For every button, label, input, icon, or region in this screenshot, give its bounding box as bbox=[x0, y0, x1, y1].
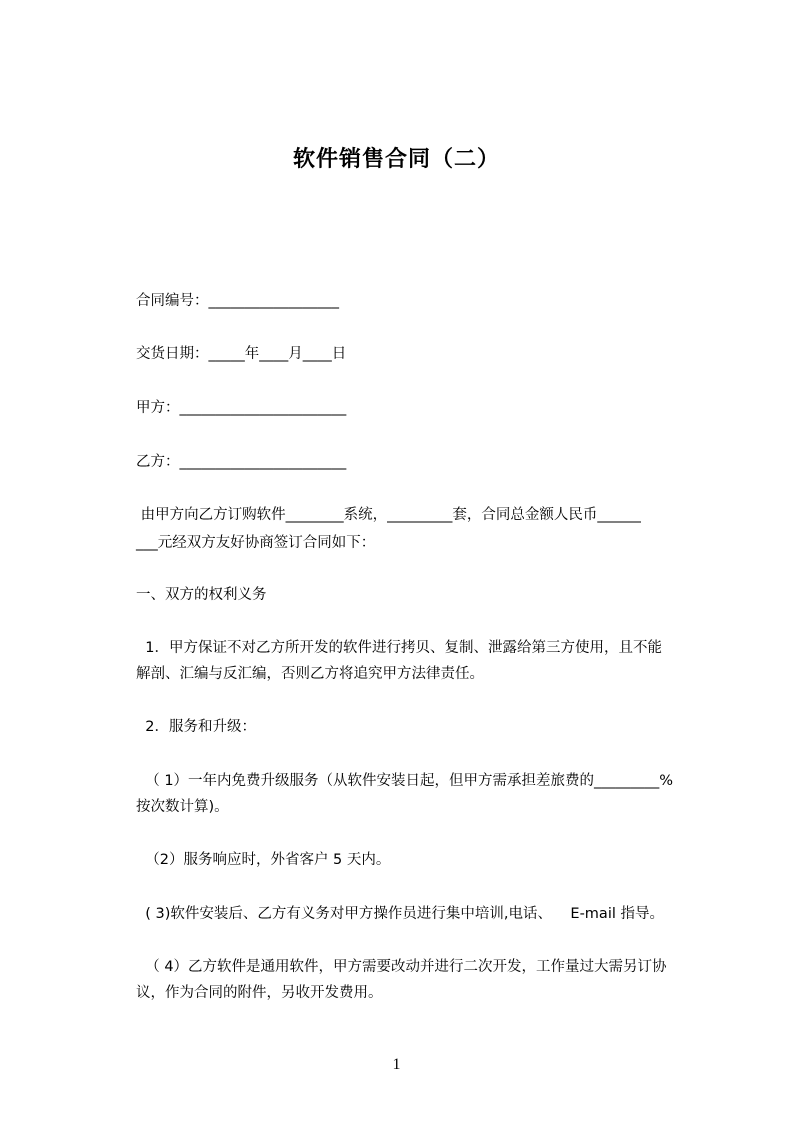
item-4-line-2: 议，作为合同的附件，另收开发费用。 bbox=[136, 985, 383, 1001]
item-1-line-1: （ 1）一年内免费升级服务（从软件安装日起，但甲方需承担差旅费的_________% bbox=[136, 773, 674, 789]
item-2: （2）服务响应时，外省客户 5 天内。 bbox=[136, 852, 391, 868]
item-3: ( 3)软件安装后、乙方有义务对甲方操作员进行集中培训,电话、 E-mail 指导。 bbox=[136, 906, 664, 922]
section-1-heading: 一、双方的权利义务 bbox=[136, 587, 267, 603]
party-b-field: 乙方：_______________________ bbox=[136, 454, 347, 470]
item-1-line-2: 按次数计算)。 bbox=[136, 799, 229, 815]
page-number: 1 bbox=[392, 1056, 401, 1073]
intro-line-2: ___元经双方友好协商签订合同如下： bbox=[136, 535, 376, 551]
clause-2-heading: 2．服务和升级： bbox=[136, 719, 256, 735]
clause-1-line-2: 解剖、汇编与反汇编，否则乙方将追究甲方法律责任。 bbox=[136, 666, 484, 682]
contract-number-field: 合同编号：__________________ bbox=[136, 293, 339, 309]
item-4-line-1: （ 4）乙方软件是通用软件，甲方需要改动并进行二次开发，工作量过大需另订协 bbox=[136, 959, 667, 975]
intro-line-1: 由甲方向乙方订购软件________系统，_________套，合同总金额人民币______ bbox=[136, 507, 641, 523]
document-title: 软件销售合同（二） bbox=[292, 147, 500, 172]
clause-1-line-1: 1．甲方保证不对乙方所开发的软件进行拷贝、复制、泄露给第三方使用，且不能 bbox=[136, 640, 662, 656]
delivery-date-field: 交货日期：_____年____月____日 bbox=[136, 346, 347, 362]
party-a-field: 甲方：_______________________ bbox=[136, 400, 347, 416]
